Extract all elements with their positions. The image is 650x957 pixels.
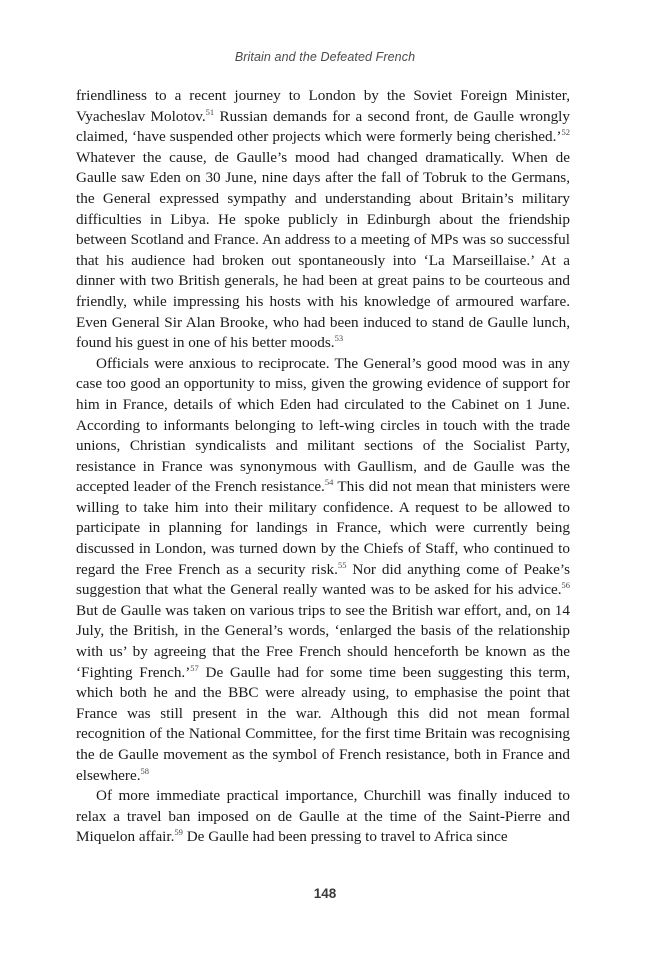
body-text: [76, 86, 570, 848]
page-number: 148: [313, 886, 337, 901]
footnote-marker: 55: [337, 559, 347, 570]
text-run: Nor did anything come of Peake’s suggestion that what the General really wanted was to be asked for his advice.: [76, 560, 571, 599]
text-run: But de Gaulle was taken on various trips to see the British war effort, and, on 14 July, the British, in the General’s words, ‘enlarged the basis of the relationship with us’ by agreeing that the Free French should henceforth be known as the ‘Fighting French.’: [76, 601, 570, 681]
running-head: Britain and the Defeated French: [234, 50, 416, 64]
text-run: De Gaulle had for some time been suggesting this term, which both he and the BBC were already using, to emphasise the point that France was still present in the war. Although this did not mean formal recognition of the National Committee, for the first time Britain was recognising the de Gaulle movement as the symbol of French resistance, both in France and elsewhere.: [76, 663, 570, 784]
footnote-marker: 54: [324, 477, 334, 488]
text-run: Of more immediate practical importance, Churchill was finally induced to relax a travel ban imposed on de Gaulle at the time of the Saint-Pierre and Miquelon affair.: [76, 787, 570, 846]
paragraph: [76, 354, 570, 786]
footnote-marker: 59: [174, 827, 183, 838]
text-run: This did not mean that ministers were willing to take him into their military confidence. A request to be allowed to participate in planning for landings in France, which were currently being discussed in London, was turned down by the Chiefs of Staff, who continued to regard the Free French as a security risk.: [76, 478, 570, 578]
footnote-marker: 57: [190, 662, 199, 673]
footnote-marker: 53: [334, 333, 344, 344]
paragraph: [76, 786, 570, 848]
text-run: De Gaulle had been pressing to travel to Africa since: [182, 828, 508, 846]
footnote-marker: 58: [140, 765, 150, 776]
text-run: Officials were anxious to reciprocate. The General’s good mood was in any case too good an opportunity to miss, given the growing evidence of support for him in France, details of which Eden had circulated to the Cabinet on 1 June. According to informants belonging to left-wing circles in touch with the trade unions, Christian syndicalists and militant sections of the Socialist Party, resistance in France was synonymous with Gaullism, and de Gaulle was the accepted leader of the French resistance.: [76, 354, 570, 496]
paragraph: [76, 86, 570, 354]
footnote-marker: 56: [561, 580, 570, 591]
footnote-marker: 52: [561, 127, 570, 138]
text-run: Russian demands for a second front, de Gaulle wrongly claimed, ‘have suspended other projects which were formerly being cherished.’: [76, 107, 570, 146]
text-run: friendliness to a recent journey to London by the Soviet Foreign Minister, Vyacheslav Molotov.: [76, 87, 570, 125]
text-run: Whatever the cause, de Gaulle’s mood had changed dramatically. When de Gaulle saw Eden on 30 June, nine days after the fall of Tobruk to the Germans, the General expressed sympathy and understanding about Britain’s military difficulties in Libya. He spoke publicly in Edinburgh about the friendship between Scotland and France. An address to a meeting of MPs was so successful that his audience had broken out spontaneously into ‘La Marseillaise.’ At a dinner with two British generals, he had been at great pains to be courteous and friendly, while impressing his hosts with his knowledge of armoured warfare. Even General Sir Alan Brooke, who had been induced to stand de Gaulle lunch, found his guest in one of his better moods.: [76, 148, 570, 352]
footnote-marker: 51: [205, 106, 215, 117]
